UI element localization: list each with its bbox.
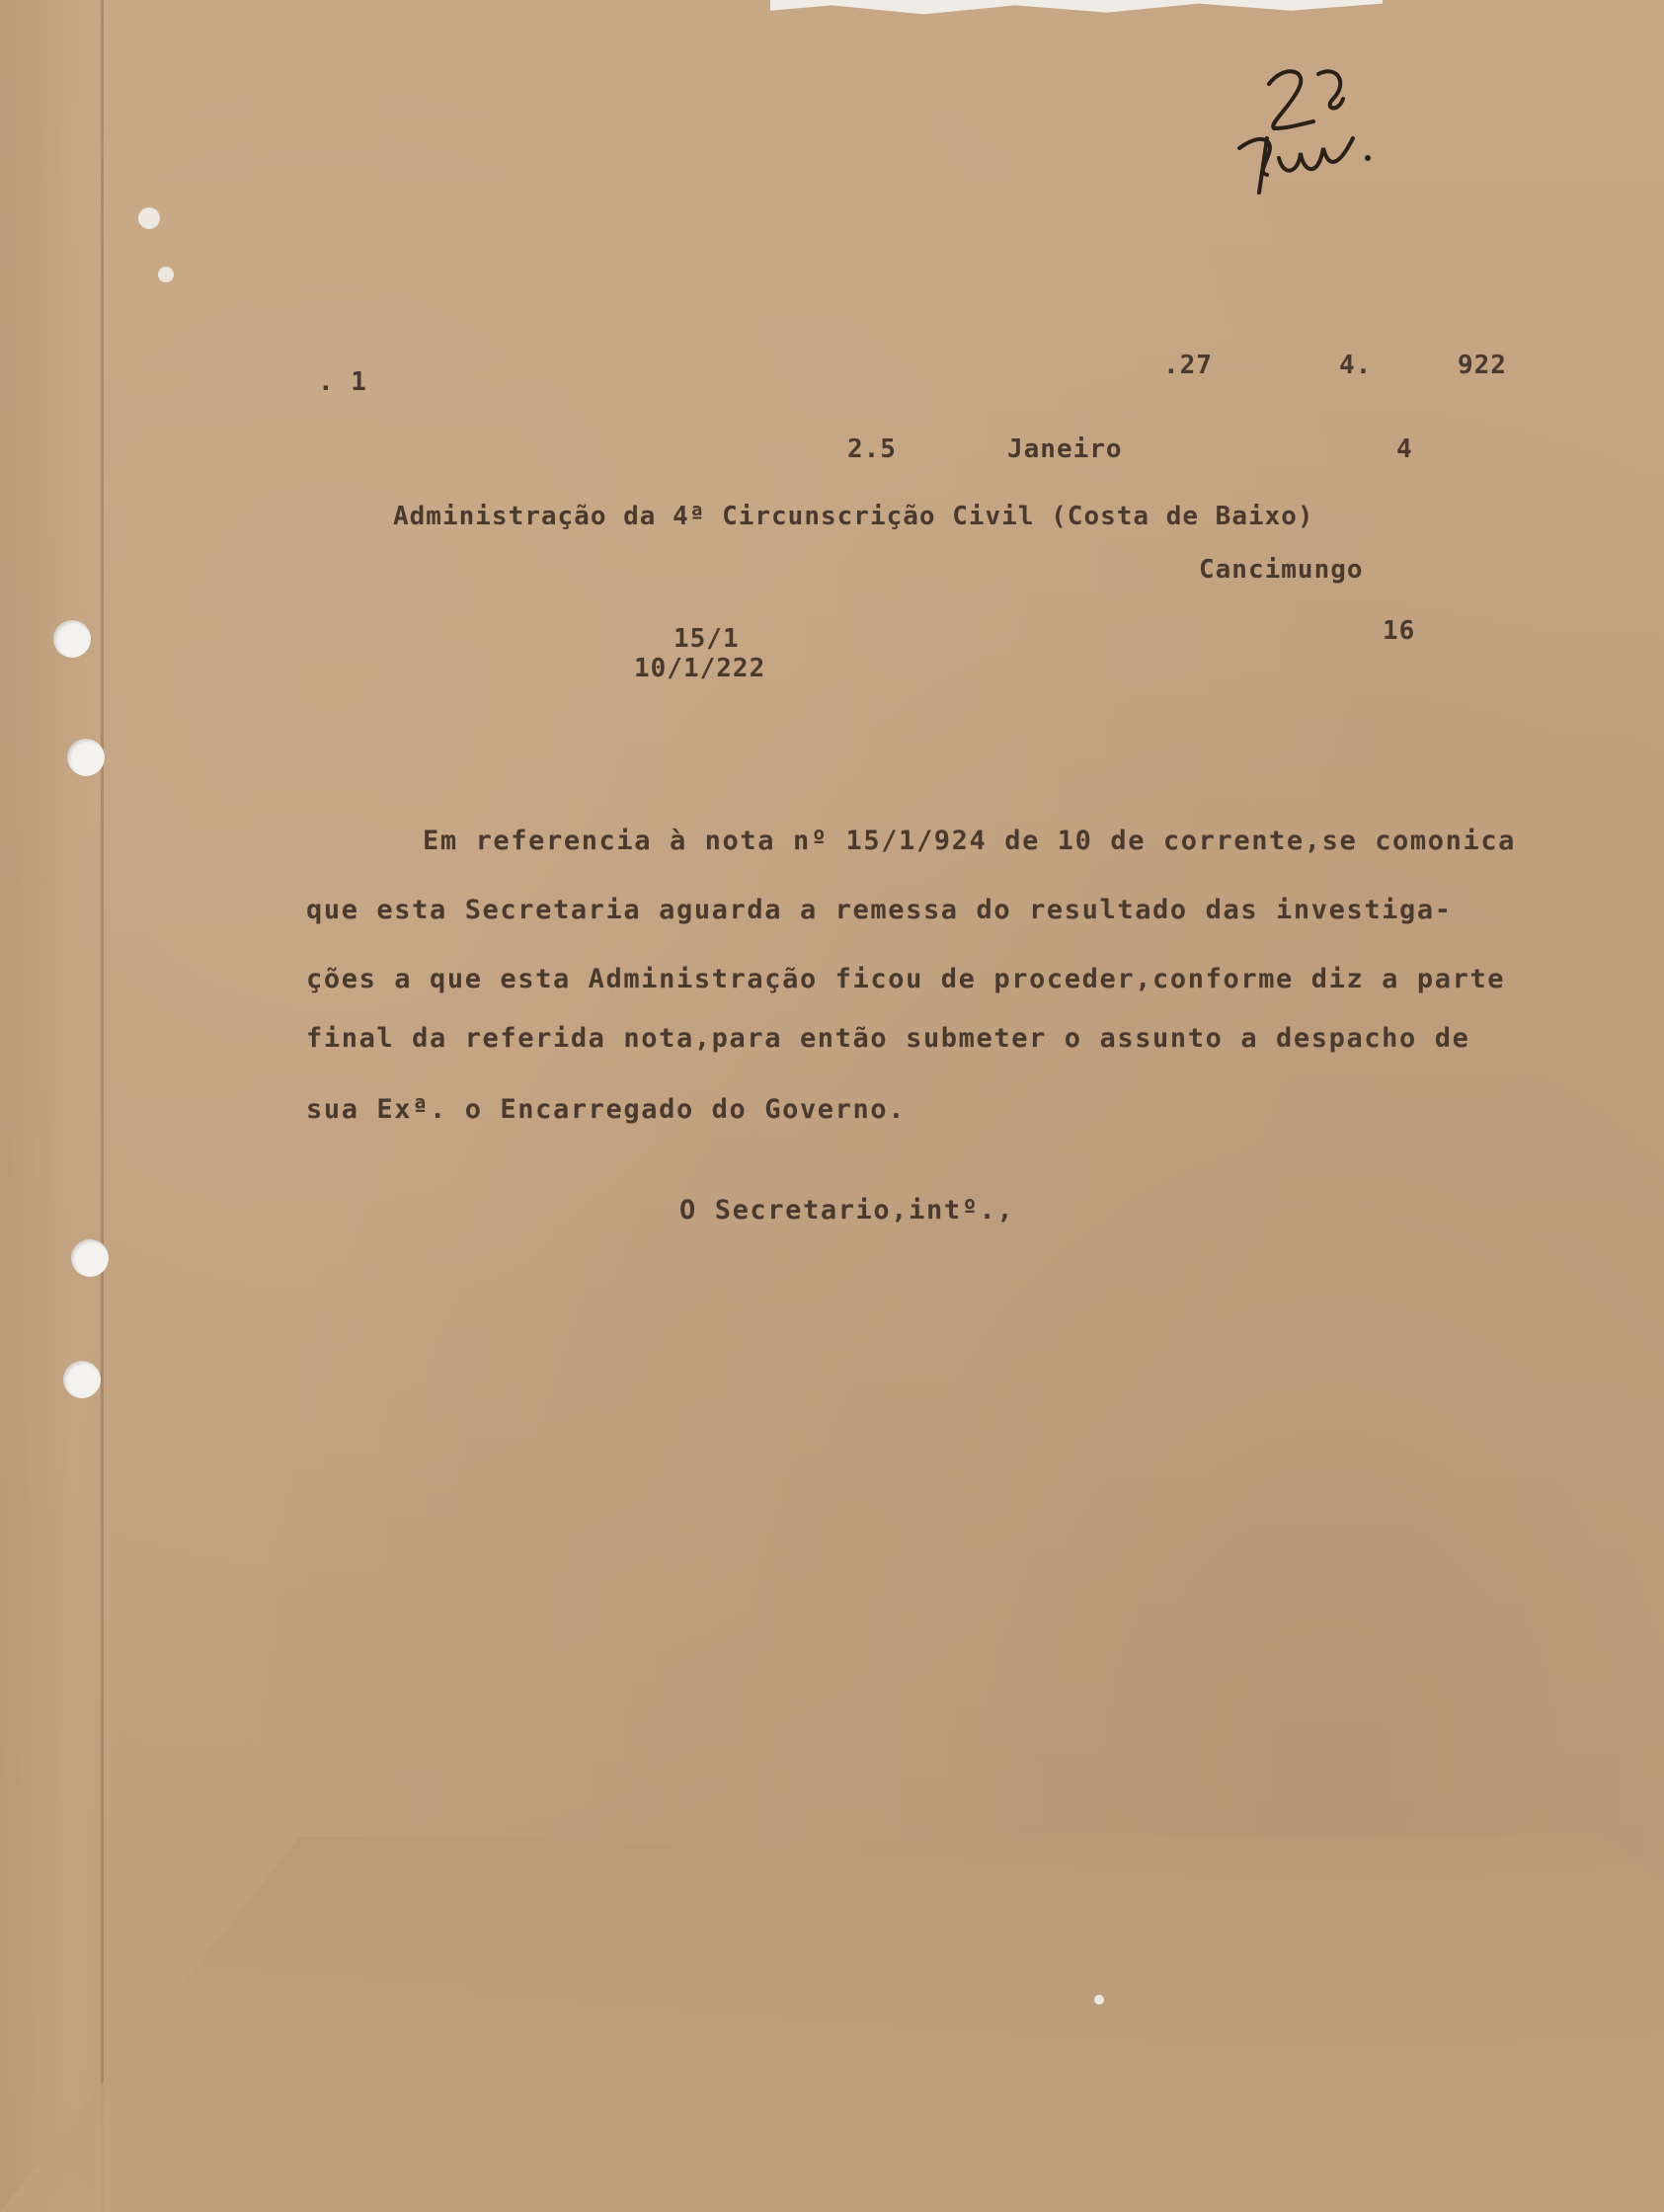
date-day: 2.5	[847, 434, 897, 464]
date-month: Janeiro	[1007, 434, 1123, 464]
fraction-bottom: 10/1/222	[634, 654, 766, 683]
fold-line	[101, 0, 104, 2212]
ref-num: 4.	[1339, 351, 1373, 380]
paper-damage	[158, 267, 174, 282]
body-line: Em referencia à nota nº 15/1/924 de 10 de corrente,se comonica	[423, 826, 1517, 856]
punch-hole	[63, 1361, 101, 1398]
punch-hole	[67, 739, 105, 776]
punch-hole	[53, 620, 91, 658]
ref-left: . 1	[318, 367, 367, 397]
body-line: ções a que esta Administração ficou de proceder,conforme diz a parte	[306, 964, 1506, 994]
place: Cancimungo	[1199, 555, 1364, 585]
ref-year: 922	[1458, 351, 1507, 380]
body-line: sua Exª. o Encarregado do Governo.	[306, 1094, 907, 1125]
paper-damage	[138, 207, 160, 229]
number-right: 16	[1383, 616, 1416, 646]
handwritten-mark	[1229, 54, 1378, 202]
paper-damage	[1094, 1995, 1104, 2005]
torn-top-edge	[770, 0, 1383, 18]
recipient: Administração da 4ª Circunscrição Civil (Costa de Baixo)	[393, 502, 1314, 531]
date-extra: 4	[1396, 434, 1413, 464]
ref-mid: .27	[1163, 351, 1213, 380]
punch-hole	[71, 1239, 109, 1277]
folded-bottom-flap	[0, 1837, 1664, 2212]
signature-line: O Secretario,intº.,	[679, 1195, 1015, 1225]
body-line: final da referida nota,para então submeter o assunto a despacho de	[306, 1023, 1470, 1054]
body-line: que esta Secretaria aguarda a remessa do resultado das investiga-	[306, 895, 1453, 925]
fraction-top: 15/1	[674, 624, 740, 654]
handwritten-annotation	[1229, 54, 1378, 202]
